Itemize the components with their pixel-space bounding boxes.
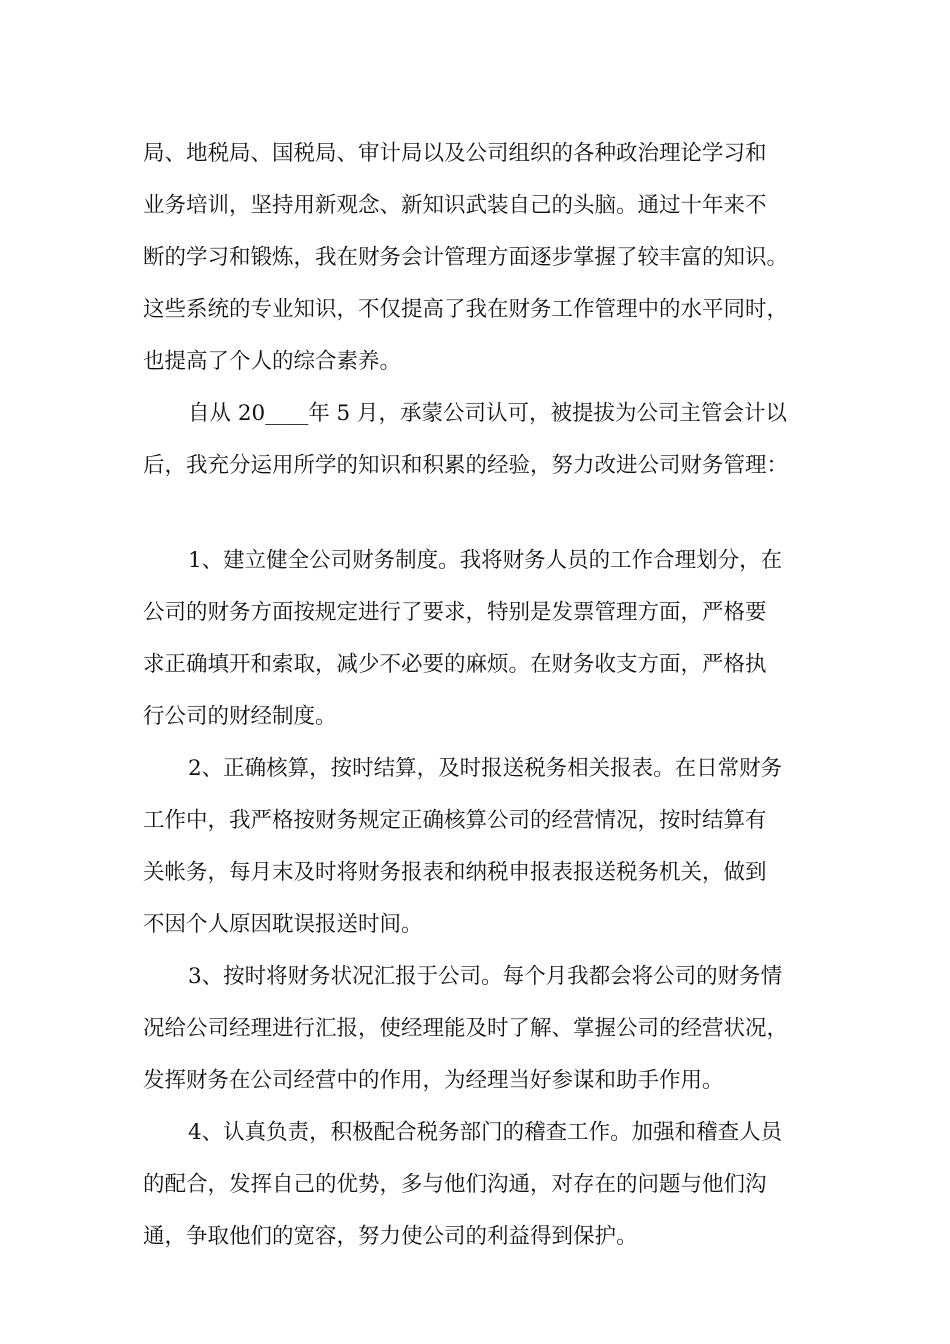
text-line: 行公司的财经制度。: [143, 704, 337, 729]
paragraph-spacer: [143, 492, 823, 535]
paragraph-item-1: [143, 535, 823, 743]
paragraph-item-3: [143, 951, 823, 1107]
text-line: 况给公司经理进行汇报，使经理能及时了解、掌握公司的经营状况，: [143, 1016, 789, 1041]
text-line: 2、正确核算，按时结算，及时报送税务相关报表。在日常财务: [188, 756, 783, 781]
document-body: [143, 128, 823, 1263]
text-line: 也提高了个人的综合素养。: [143, 349, 402, 374]
text-line: 后，我充分运用所学的知识和积累的经验，努力改进公司财务管理：: [143, 453, 789, 478]
text-line: 这些系统的专业知识，不仅提高了我在财务工作管理中的水平同时，: [143, 297, 789, 322]
text-line: 通，争取他们的宽容，努力使公司的利益得到保护。: [143, 1224, 638, 1249]
text-line: 不因个人原因耽误报送时间。: [143, 912, 423, 937]
text-line: 工作中，我严格按财务规定正确核算公司的经营情况，按时结算有: [143, 808, 767, 833]
paragraph-item-4: [143, 1107, 823, 1263]
paragraph-continuation: [143, 128, 823, 388]
paragraph-promotion: [143, 388, 823, 492]
text-line: 4、认真负责，积极配合税务部门的稽查工作。加强和稽查人员: [188, 1120, 783, 1145]
text-line: 的配合，发挥自己的优势，多与他们沟通，对存在的问题与他们沟: [143, 1172, 767, 1197]
text-line: 公司的财务方面按规定进行了要求，特别是发票管理方面，严格要: [143, 600, 767, 625]
text-line: 关帐务，每月末及时将财务报表和纳税申报表报送税务机关，做到: [143, 860, 767, 885]
text-line: 1、建立健全公司财务制度。我将财务人员的工作合理划分，在: [188, 548, 783, 573]
text-line: 发挥财务在公司经营中的作用，为经理当好参谋和助手作用。: [143, 1068, 724, 1093]
text-line: 求正确填开和索取，减少不必要的麻烦。在财务收支方面，严格执: [143, 652, 767, 677]
text-line: 自从 20____年 5 月，承蒙公司认可，被提拔为公司主管会计以: [188, 401, 788, 426]
text-line: 断的学习和锻炼，我在财务会计管理方面逐步掌握了较丰富的知识。: [143, 245, 789, 270]
text-line: 局、地税局、国税局、审计局以及公司组织的各种政治理论学习和: [143, 141, 767, 166]
paragraph-item-2: [143, 743, 823, 951]
text-line: 3、按时将财务状况汇报于公司。每个月我都会将公司的财务情: [188, 964, 783, 989]
text-line: 业务培训，坚持用新观念、新知识武装自己的头脑。通过十年来不: [143, 193, 767, 218]
